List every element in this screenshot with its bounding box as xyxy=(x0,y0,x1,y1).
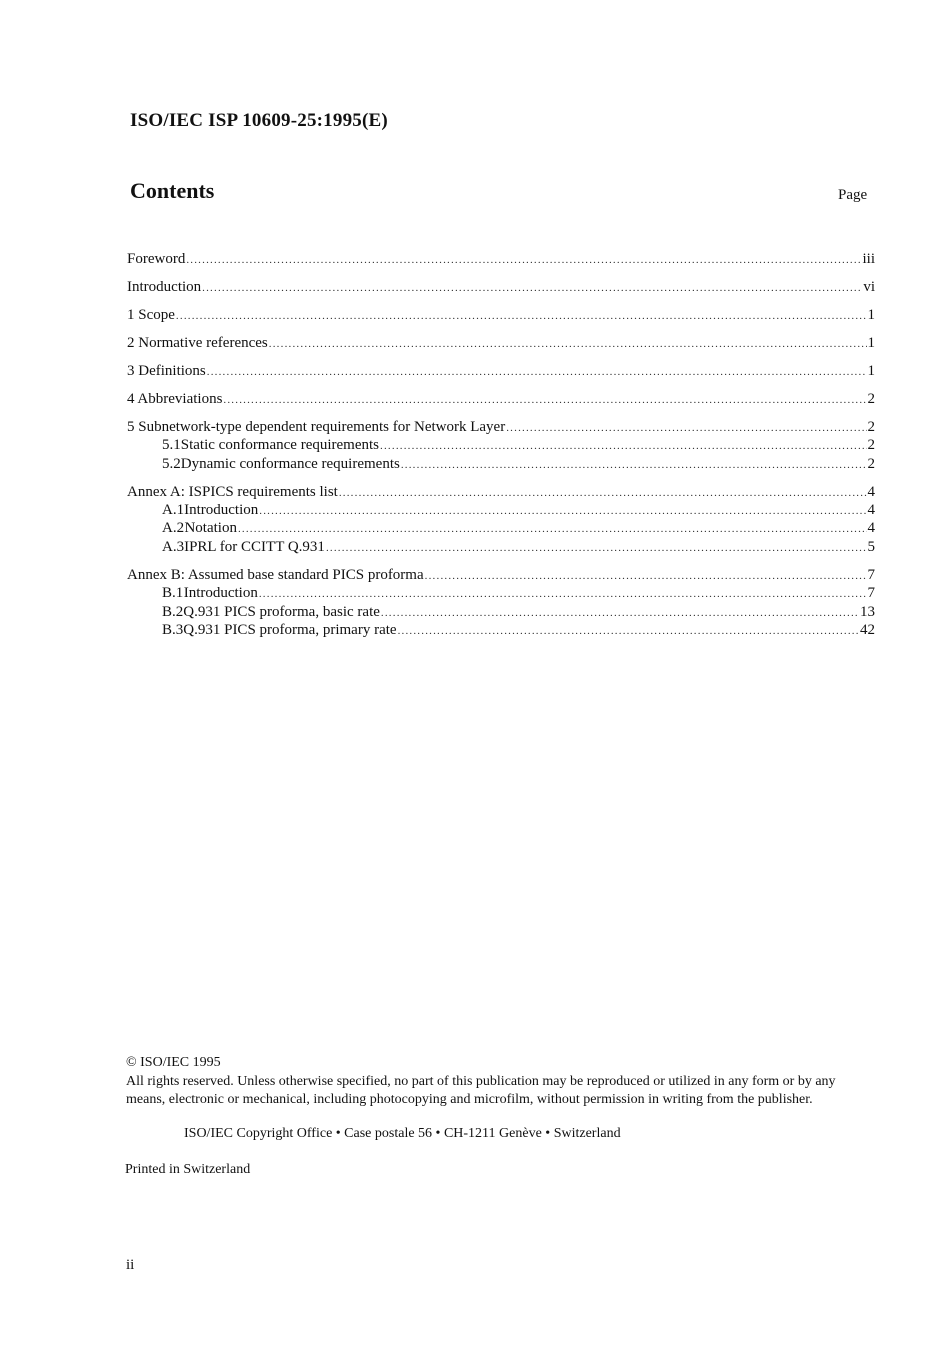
toc-entry-number: 5.1 xyxy=(162,437,181,454)
toc-entry-title: 3 Definitions xyxy=(127,362,206,379)
dot-leader xyxy=(380,437,866,454)
rights-statement: All rights reserved. Unless otherwise specified, no part of this publication may be reproduced or utilized in any form or by any means, electronic or mechanical, including photocopying and microfilm, without permission in writing from the publisher. xyxy=(126,1073,836,1107)
toc-entry-number: 5.2 xyxy=(162,455,181,472)
dot-leader xyxy=(269,335,867,352)
toc-entry-title: 5 Subnetwork-type dependent requirements for Network Layer xyxy=(127,418,506,435)
toc-entry-annex-a[interactable] xyxy=(127,483,875,501)
toc-entry-number: B.1 xyxy=(162,585,184,602)
toc-entry-page: 13 xyxy=(860,603,875,620)
toc-entry-page: 4 xyxy=(867,483,875,500)
page-number: ii xyxy=(126,1257,135,1273)
printed-in: Printed in Switzerland xyxy=(125,1162,251,1177)
copyright-notice: © ISO/IEC 1995 xyxy=(126,1055,221,1070)
toc-entry-title: Foreword xyxy=(127,251,186,267)
toc-entry-annex-b[interactable] xyxy=(127,566,875,584)
toc-entry-section-5[interactable] xyxy=(127,418,875,436)
toc-entry-page: 4 xyxy=(867,502,875,519)
table-of-contents xyxy=(127,250,875,639)
toc-entry-number: A.3 xyxy=(162,538,185,555)
toc-entry-page: 5 xyxy=(867,538,875,555)
toc-entry-page: 2 xyxy=(867,455,875,472)
dot-leader xyxy=(339,484,867,501)
toc-entry-title: 4 Abbreviations xyxy=(127,390,223,407)
toc-entry-number: A.2 xyxy=(162,520,185,537)
toc-entry-a-1[interactable] xyxy=(127,501,875,519)
toc-entry-a-2[interactable] xyxy=(127,519,875,537)
toc-entry-title: Annex B: Assumed base standard PICS proforma xyxy=(127,566,424,583)
toc-entry-b-2[interactable] xyxy=(127,603,875,621)
toc-entry-number: B.2 xyxy=(162,603,184,620)
document-id: ISO/IEC ISP 10609-25:1995(E) xyxy=(130,110,388,131)
toc-entry-title: Q.931 PICS proforma, basic rate xyxy=(183,603,380,620)
toc-entry-a-3[interactable] xyxy=(127,538,875,556)
toc-entry-title: 1 Scope xyxy=(127,306,175,323)
dot-leader xyxy=(259,585,867,602)
toc-entry-b-3[interactable] xyxy=(127,621,875,639)
toc-entry-definitions[interactable] xyxy=(127,362,875,380)
toc-entry-title: IPRL for CCITT Q.931 xyxy=(184,538,325,555)
toc-entry-title: Annex A: ISPICS requirements list xyxy=(127,483,338,500)
dot-leader xyxy=(401,456,867,473)
toc-entry-title: Dynamic conformance requirements xyxy=(180,455,400,472)
toc-entry-number: B.3 xyxy=(162,622,184,638)
toc-entry-foreword[interactable] xyxy=(127,250,875,268)
dot-leader xyxy=(381,604,859,621)
toc-entry-title: Notation xyxy=(184,520,237,537)
dot-leader xyxy=(202,279,862,296)
toc-entry-page: 1 xyxy=(867,334,875,351)
toc-entry-page: iii xyxy=(862,251,875,267)
toc-entry-number: A.1 xyxy=(162,502,185,519)
dot-leader xyxy=(207,363,867,380)
toc-entry-page: 1 xyxy=(867,306,875,323)
toc-entry-page: 7 xyxy=(867,566,875,583)
toc-entry-title: Introduction xyxy=(127,278,202,295)
toc-entry-page: 4 xyxy=(867,520,875,537)
page-column-label: Page xyxy=(838,187,868,203)
dot-leader xyxy=(425,567,867,584)
toc-entry-scope[interactable] xyxy=(127,306,875,324)
toc-entry-page: 2 xyxy=(867,418,875,435)
publisher-address: ISO/IEC Copyright Office • Case postale 56 • CH-1211 Genève • Switzerland xyxy=(184,1126,621,1141)
contents-heading: Contents xyxy=(130,178,215,203)
dot-leader xyxy=(223,391,866,408)
copyright-block xyxy=(126,1054,876,1110)
toc-entry-page: vi xyxy=(863,278,875,295)
toc-entry-page: 7 xyxy=(867,585,875,602)
toc-entry-normative-references[interactable] xyxy=(127,334,875,352)
toc-entry-page: 2 xyxy=(867,437,875,454)
toc-entry-page: 42 xyxy=(860,622,875,638)
toc-entry-title: 2 Normative references xyxy=(127,334,268,351)
dot-leader xyxy=(238,520,867,537)
toc-entry-5-2[interactable] xyxy=(127,455,875,473)
dot-leader xyxy=(259,502,866,519)
dot-leader xyxy=(398,622,859,639)
dot-leader xyxy=(186,251,861,268)
toc-entry-page: 1 xyxy=(867,362,875,379)
toc-entry-page: 2 xyxy=(867,390,875,407)
toc-entry-abbreviations[interactable] xyxy=(127,390,875,408)
toc-entry-title: Introduction xyxy=(184,502,259,519)
toc-entry-title: Static conformance requirements xyxy=(180,437,380,454)
toc-entry-introduction[interactable] xyxy=(127,278,875,296)
dot-leader xyxy=(176,307,867,324)
toc-entry-title: Q.931 PICS proforma, primary rate xyxy=(183,622,397,638)
toc-entry-title: Introduction xyxy=(183,585,258,602)
toc-entry-5-1[interactable] xyxy=(127,436,875,454)
toc-entry-b-1[interactable] xyxy=(127,584,875,602)
dot-leader xyxy=(326,539,867,556)
dot-leader xyxy=(506,419,866,436)
